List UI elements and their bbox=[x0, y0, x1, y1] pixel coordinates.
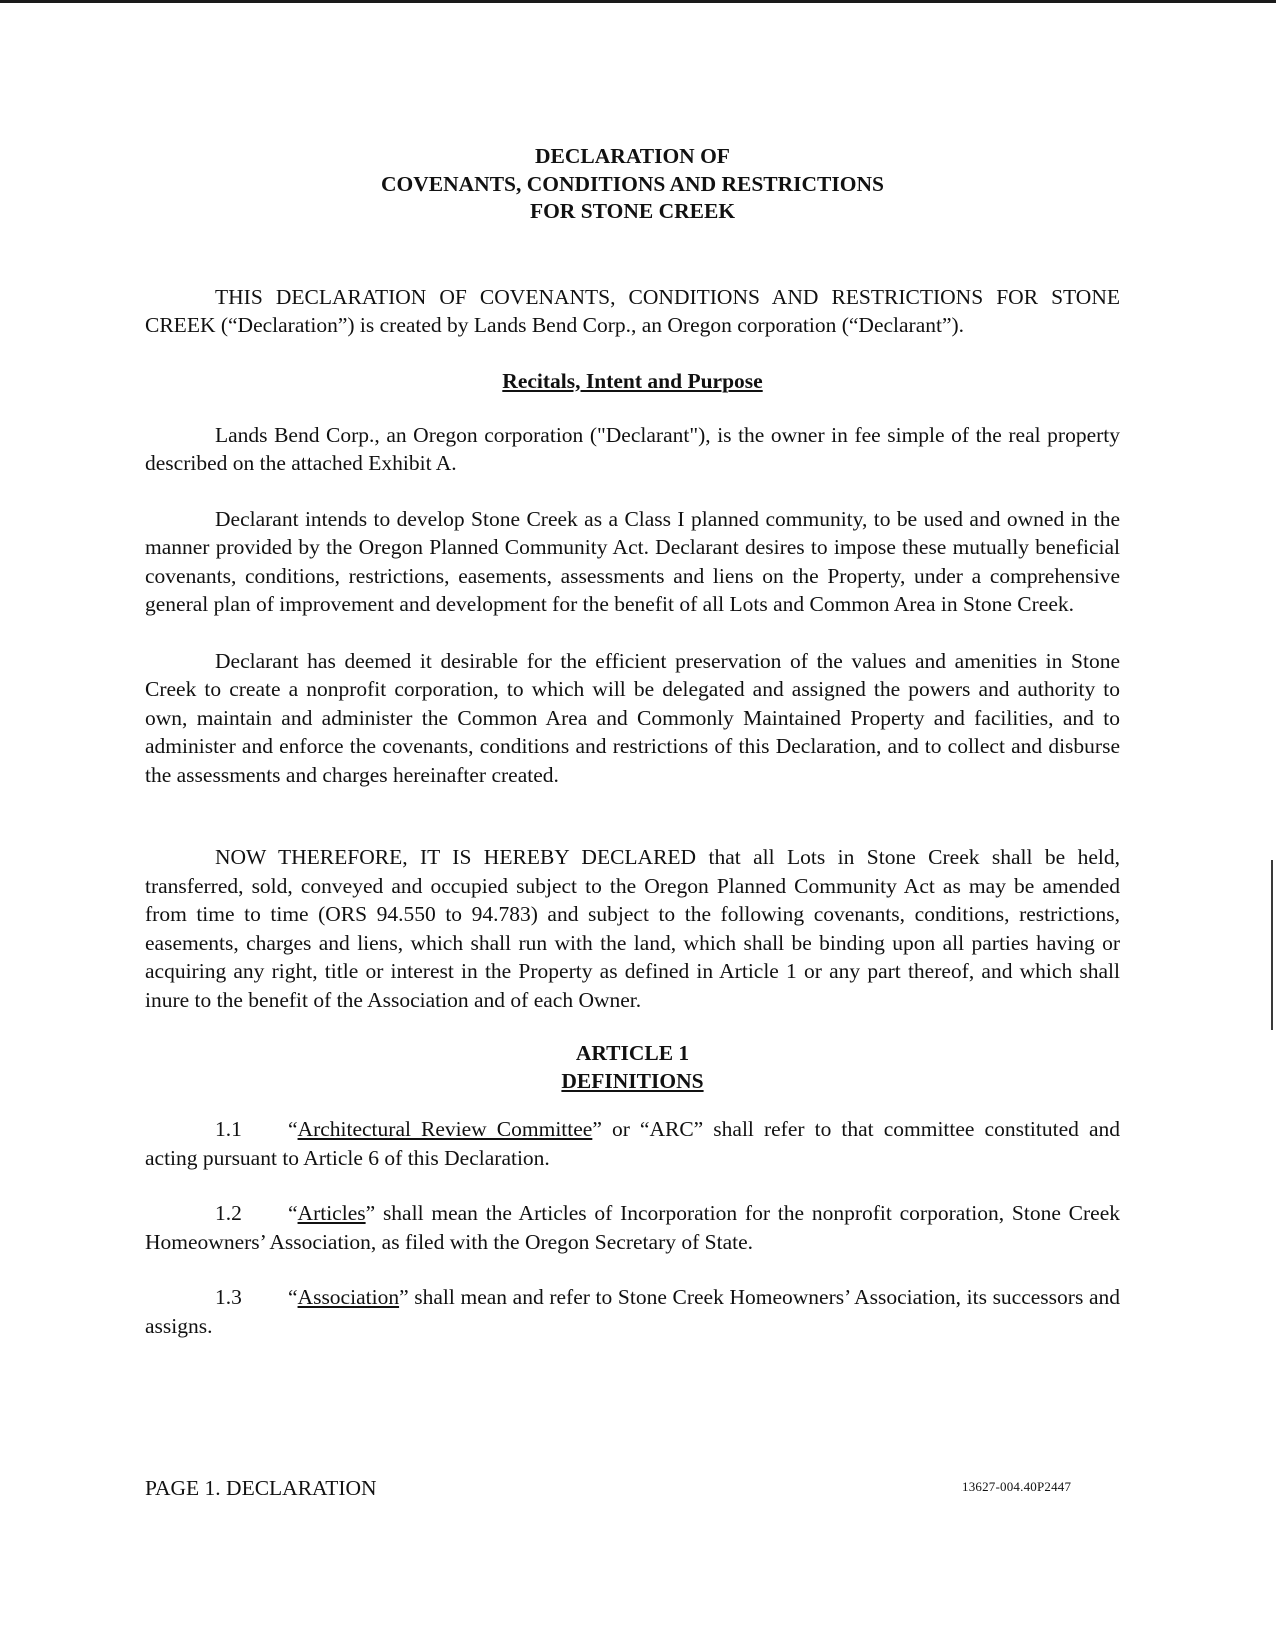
definition-1-1 bbox=[145, 1115, 1120, 1172]
recital-paragraph-2: Declarant intends to develop Stone Creek as a Class I planned community, to be used and owned in the manner provided by the Oregon Planned Community Act. Declarant desires to impose these mutually beneficial covenants, conditions, restrictions, easements, assessments and liens on the Property, under a comprehensive general plan of improvement and development for the benefit of all Lots and Common Area in Stone Creek. bbox=[145, 506, 1120, 616]
definition-open-quote: “ bbox=[288, 1117, 298, 1141]
definition-number: 1.1 bbox=[215, 1117, 242, 1141]
scan-right-edge-mark bbox=[1271, 860, 1273, 1030]
definition-number: 1.3 bbox=[215, 1285, 242, 1309]
document-title bbox=[145, 143, 1120, 226]
definition-text: ” or “ARC” shall refer to that committee constituted and acting pursuant to Article 6 of this Declaration. bbox=[145, 1117, 1120, 1170]
article-title: DEFINITIONS bbox=[561, 1069, 704, 1093]
intro-paragraph: THIS DECLARATION OF COVENANTS, CONDITIONS AND RESTRICTIONS FOR STONE CREEK (“Declaration”) is created by Lands Bend Corp., an Oregon corporation (“Declarant”). bbox=[145, 284, 1120, 337]
definition-open-quote: “ bbox=[288, 1201, 298, 1225]
definition-1-3 bbox=[145, 1283, 1120, 1340]
definition-term: Articles bbox=[297, 1201, 366, 1225]
title-line-3: FOR STONE CREEK bbox=[529, 199, 736, 223]
definition-text: ” shall mean the Articles of Incorporation for the nonprofit corporation, Stone Creek Homeowners’ Association, as filed with the Oregon Secretary of State. bbox=[145, 1201, 1120, 1254]
recital-paragraph-1: Lands Bend Corp., an Oregon corporation ("Declarant"), is the owner in fee simple of the real property described on the attached Exhibit A. bbox=[145, 422, 1120, 475]
definition-term: Association bbox=[297, 1285, 400, 1309]
title-line-2: COVENANTS, CONDITIONS AND RESTRICTIONS bbox=[381, 171, 884, 196]
scan-top-edge bbox=[0, 0, 1276, 3]
recital-paragraph-3: Declarant has deemed it desirable for the efficient preservation of the values and amenities in Stone Creek to create a nonprofit corporation, to which will be delegated and assigned the powers and authority to own, maintain and administer the Common Area and Commonly Maintained Property and facilities, and to administer and enforce the covenants, conditions and restrictions of this Declaration, and to collect and disburse the assessments and charges hereinafter created. bbox=[145, 648, 1120, 787]
article-heading bbox=[145, 1039, 1120, 1095]
definition-number: 1.2 bbox=[215, 1201, 242, 1225]
definition-term: Architectural Review Committee bbox=[297, 1117, 593, 1141]
definition-1-2 bbox=[145, 1199, 1120, 1256]
definition-text: ” shall mean and refer to Stone Creek Homeowners’ Association, its successors and assigns. bbox=[145, 1285, 1120, 1338]
definition-open-quote: “ bbox=[288, 1285, 298, 1309]
document-page bbox=[145, 143, 1120, 1340]
footer-page-label: PAGE 1. DECLARATION bbox=[145, 1476, 377, 1500]
title-line-1: DECLARATION OF bbox=[535, 144, 730, 168]
article-number: ARTICLE 1 bbox=[575, 1041, 690, 1065]
now-therefore-paragraph: NOW THEREFORE, IT IS HEREBY DECLARED that all Lots in Stone Creek shall be held, transferred, sold, conveyed and occupied subject to the Oregon Planned Community Act as may be amended from time to time (ORS 94.550 to 94.783) and subject to the following covenants, conditions, restrictions, easements, charges and liens, which shall run with the land, which shall be binding upon all parties having or acquiring any right, title or interest in the Property as defined in Article 1 or any part thereof, and which shall inure to the benefit of the Association and of each Owner. bbox=[145, 845, 1120, 1012]
recitals-heading: Recitals, Intent and Purpose bbox=[502, 368, 763, 393]
footer-doc-code: 13627-004.40P2447 bbox=[962, 1479, 1072, 1494]
